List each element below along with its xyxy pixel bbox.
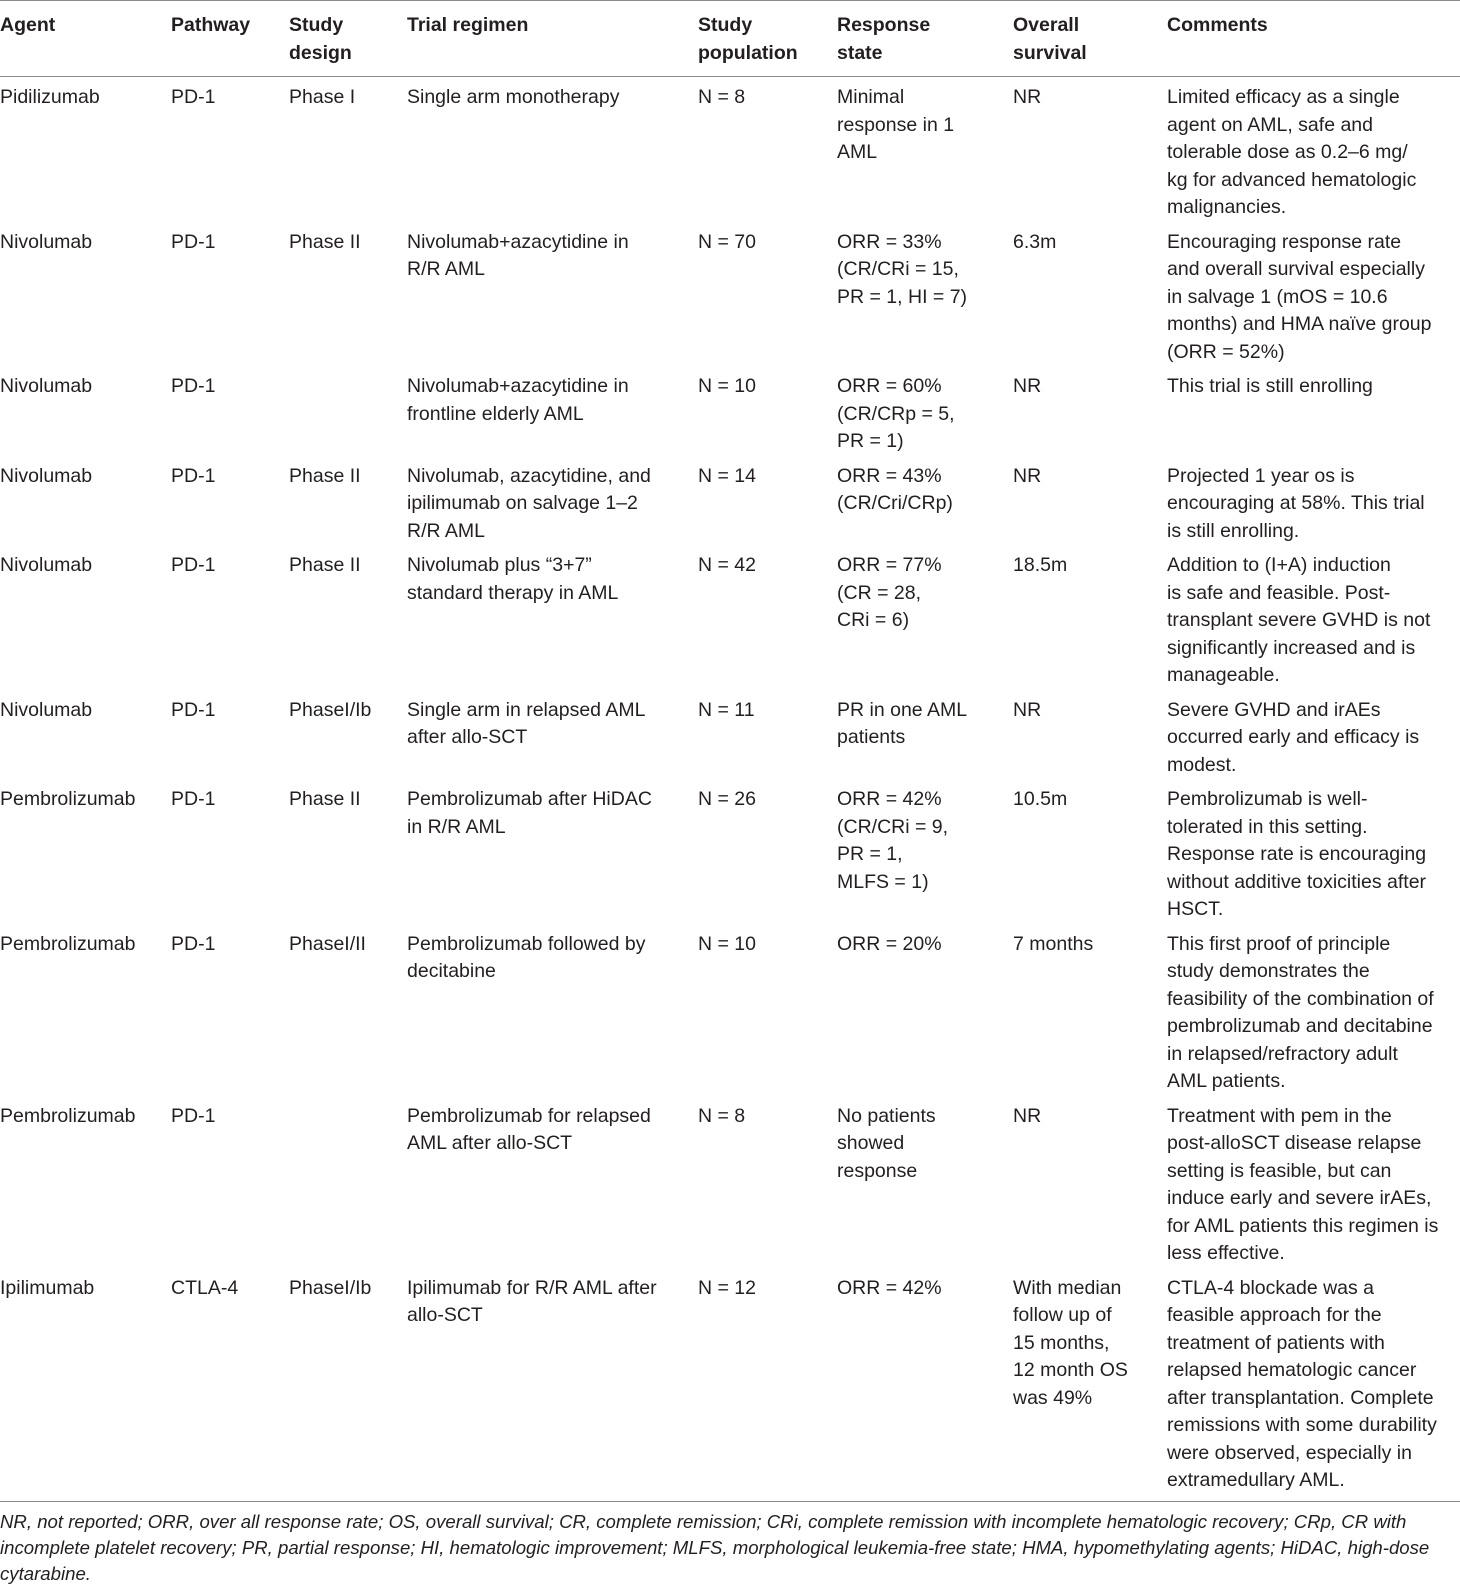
agent-cell: Nivolumab <box>0 375 93 397</box>
table-row <box>0 690 1460 780</box>
table-header <box>0 1 1460 77</box>
table-row <box>0 456 1460 546</box>
overall-survival-cell: 7 months <box>1013 932 1094 955</box>
study-population-cell: N = 11 <box>698 698 755 721</box>
study-population-cell: N = 12 <box>698 1276 756 1299</box>
trial-regimen-cell: Nivolumab plus “3+7” standard therapy in AML <box>407 554 619 604</box>
header-response-state: Response state <box>837 14 931 64</box>
table-row <box>0 1268 1460 1502</box>
header-overall-survival: Overall survival <box>1013 14 1087 64</box>
comments-cell: Encouraging response rate and overall survival especially in salvage 1 (mOS = 10.6 months) and HMA naïve group (ORR = 52%) <box>1167 230 1432 363</box>
table-row <box>0 779 1460 924</box>
study-design-cell: Phase II <box>289 788 361 810</box>
study-population-cell: N = 8 <box>698 86 746 108</box>
study-population-cell: N = 26 <box>698 788 756 810</box>
response-state-cell: PR in one AML patients <box>837 698 968 748</box>
study-population-cell: N = 42 <box>698 554 756 576</box>
overall-survival-cell: 18.5m <box>1013 554 1068 576</box>
trial-regimen-cell: Nivolumab+azacytidine in R/R AML <box>407 230 629 280</box>
response-state-cell: ORR = 42% <box>837 1276 942 1299</box>
response-state-cell: ORR = 20% <box>837 932 942 955</box>
response-state-cell: Minimal response in 1 AML <box>837 86 955 163</box>
comments-cell: This first proof of principle study demonstrates the feasibility of the combination of pembrolizumab and decitabine in relapsed/refractory adult AML patients. <box>1167 932 1434 1092</box>
comments-cell: Addition to (I+A) induction is safe and feasible. Post- transplant severe GVHD is not significantly increased and is manageable. <box>1167 554 1431 686</box>
pathway-cell: PD-1 <box>171 698 216 721</box>
agent-cell: Pembrolizumab <box>0 788 136 810</box>
agent-cell: Pidilizumab <box>0 86 100 108</box>
study-population-cell: N = 10 <box>698 932 756 955</box>
study-design-cell: Phase II <box>289 554 361 576</box>
table-footnote: NR, not reported; ORR, over all response rate; OS, overall survival; CR, complete remission; CRi, complete remission with incomplete hematologic recovery; CRp, CR with incomplete platelet recovery; PR, partial response; HI, hematologic improvement; MLFS, morphological leukemia-free state; HMA, hypomethylating agents; HiDAC, high-dose cytarabine. <box>0 1510 1430 1584</box>
agent-cell: Pembrolizumab <box>0 932 136 955</box>
table-row <box>0 1096 1460 1268</box>
comments-cell: Severe GVHD and irAEs occurred early and efficacy is modest. <box>1167 698 1420 776</box>
study-design-cell: PhaseI/Ib <box>289 1276 372 1299</box>
header-study-design: Study design <box>289 14 352 64</box>
pathway-cell: PD-1 <box>171 230 216 253</box>
agent-cell: Nivolumab <box>0 230 93 253</box>
pathway-cell: PD-1 <box>171 1104 216 1127</box>
comments-cell: CTLA-4 blockade was a feasible approach for the treatment of patients with relapsed hematologic cancer after transplantation. Complete remissions with some durability were observed, especially in extramedullary AML. <box>1167 1276 1437 1491</box>
trial-regimen-cell: Nivolumab, azacytidine, and ipilimumab on salvage 1–2 R/R AML <box>407 464 651 542</box>
agent-cell: Nivolumab <box>0 554 93 576</box>
header-trial-regimen: Trial regimen <box>407 14 529 36</box>
comments-cell: Pembrolizumab is well- tolerated in this setting. Response rate is encouraging without additive toxicities after HSCT. <box>1167 788 1427 920</box>
study-design-cell: Phase II <box>289 464 361 487</box>
response-state-cell: ORR = 77% (CR = 28, CRi = 6) <box>837 554 942 631</box>
agent-cell: Nivolumab <box>0 464 93 487</box>
study-design-cell <box>289 366 407 456</box>
overall-survival-cell: NR <box>1013 1104 1042 1127</box>
study-population-cell: N = 70 <box>698 230 756 253</box>
overall-survival-cell: 6.3m <box>1013 230 1057 253</box>
trial-regimen-cell: Pembrolizumab for relapsed AML after allo-SCT <box>407 1104 651 1154</box>
trial-regimen-cell: Pembrolizumab after HiDAC in R/R AML <box>407 788 652 838</box>
agent-cell: Nivolumab <box>0 698 93 721</box>
pathway-cell: PD-1 <box>171 375 216 397</box>
table-row <box>0 545 1460 690</box>
response-state-cell: No patients showed response <box>837 1104 936 1182</box>
response-state-cell: ORR = 33% (CR/CRi = 15, PR = 1, HI = 7) <box>837 230 968 308</box>
overall-survival-cell: NR <box>1013 698 1042 721</box>
comments-cell: Projected 1 year os is encouraging at 58%. This trial is still enrolling. <box>1167 464 1425 542</box>
study-design-cell <box>289 1096 407 1268</box>
pathway-cell: PD-1 <box>171 788 216 810</box>
response-state-cell: ORR = 43% (CR/Cri/CRp) <box>837 464 953 514</box>
study-design-cell: Phase II <box>289 230 361 253</box>
study-design-cell: PhaseI/Ib <box>289 698 372 721</box>
agent-cell: Pembrolizumab <box>0 1104 136 1127</box>
table-row <box>0 222 1460 367</box>
trial-regimen-cell: Ipilimumab for R/R AML after allo-SCT <box>407 1276 657 1326</box>
study-population-cell: N = 14 <box>698 464 756 487</box>
study-population-cell: N = 8 <box>698 1104 746 1127</box>
table-row <box>0 924 1460 1096</box>
pathway-cell: PD-1 <box>171 86 216 108</box>
header-agent: Agent <box>0 14 56 36</box>
pathway-cell: CTLA-4 <box>171 1276 239 1299</box>
agent-cell: Ipilimumab <box>0 1276 95 1299</box>
study-population-cell: N = 10 <box>698 375 756 397</box>
header-pathway: Pathway <box>171 14 251 36</box>
header-study-population: Study population <box>698 14 798 64</box>
comments-cell: Treatment with pem in the post-alloSCT disease relapse setting is feasible, but can induce early and severe irAEs, for AML patients this regimen is less effective. <box>1167 1104 1439 1264</box>
header-comments: Comments <box>1167 14 1268 36</box>
comments-cell: This trial is still enrolling <box>1167 375 1373 397</box>
pathway-cell: PD-1 <box>171 932 216 955</box>
trial-regimen-cell: Single arm in relapsed AML after allo-SCT <box>407 698 646 748</box>
study-design-cell: PhaseI/II <box>289 932 366 955</box>
pathway-cell: PD-1 <box>171 554 216 576</box>
trial-regimen-cell: Single arm monotherapy <box>407 86 620 108</box>
response-state-cell: ORR = 42% (CR/CRi = 9, PR = 1, MLFS = 1) <box>837 788 949 893</box>
comments-cell: Limited efficacy as a single agent on AML, safe and tolerable dose as 0.2–6 mg/ kg for advanced hematologic malignancies. <box>1167 86 1417 218</box>
header-row <box>0 1 1460 77</box>
pathway-cell: PD-1 <box>171 464 216 487</box>
trial-regimen-cell: Nivolumab+azacytidine in frontline elderly AML <box>407 375 629 425</box>
overall-survival-cell: NR <box>1013 375 1042 397</box>
trial-regimen-cell: Pembrolizumab followed by decitabine <box>407 932 646 982</box>
study-design-cell: Phase I <box>289 86 356 108</box>
overall-survival-cell: NR <box>1013 464 1042 487</box>
overall-survival-cell: With median follow up of 15 months, 12 month OS was 49% <box>1013 1276 1128 1409</box>
table-row <box>0 366 1460 456</box>
table-body <box>0 77 1460 1502</box>
table-row <box>0 77 1460 222</box>
overall-survival-cell: 10.5m <box>1013 788 1068 810</box>
overall-survival-cell: NR <box>1013 86 1042 108</box>
response-state-cell: ORR = 60% (CR/CRp = 5, PR = 1) <box>837 375 955 452</box>
